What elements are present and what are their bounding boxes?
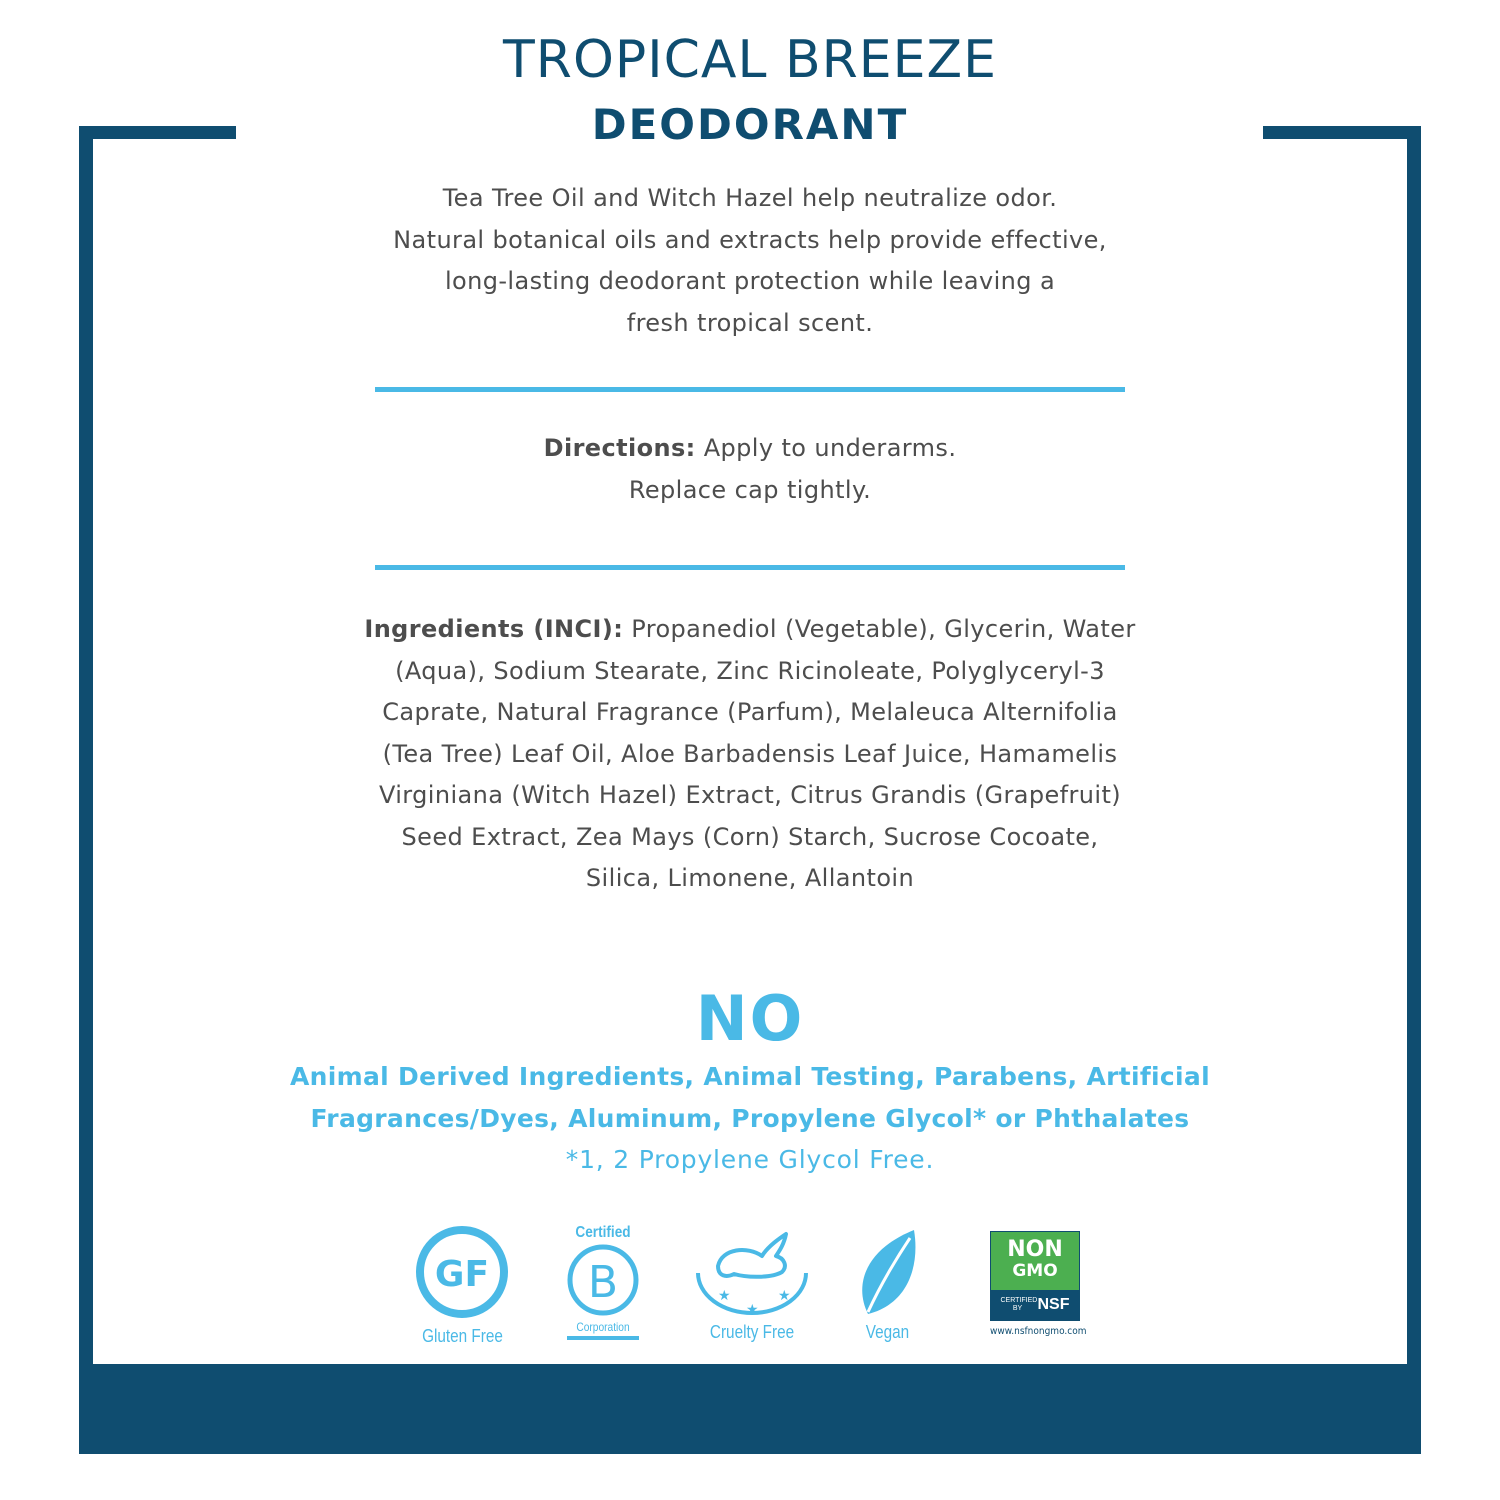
ingredients-line: Virginiana (Witch Hazel) Extract, Citrus Grandis (Grapefruit) <box>378 781 1122 809</box>
product-title: TROPICAL BREEZE <box>503 30 997 90</box>
gluten-free-badge <box>405 1222 520 1347</box>
directions-block <box>250 428 1250 511</box>
directions-line: Replace cap tightly. <box>628 475 872 504</box>
vegan-badge <box>850 1226 925 1343</box>
directions-text: Apply to underarms. <box>695 434 957 462</box>
non-gmo-url: www.nsfnongmo.com <box>990 1326 1087 1337</box>
free-from-heading: NO <box>695 982 805 1055</box>
svg-text:★: ★ <box>746 1302 759 1318</box>
leaf-icon <box>850 1226 925 1318</box>
bunny-icon <box>688 1228 816 1318</box>
ingredients-line: Seed Extract, Zea Mays (Corn) Starch, Sucrose Cocoate, <box>401 822 1099 851</box>
divider-1 <box>375 387 1125 392</box>
gluten-free-mark: GF <box>434 1254 490 1295</box>
nsf-certified: CERTIFIED BY <box>1000 1297 1038 1312</box>
free-from-list <box>250 1056 1250 1181</box>
svg-text:★: ★ <box>778 1288 791 1304</box>
bcorp-top-label: Certified <box>575 1224 631 1241</box>
ingredients-line: (Tea Tree) Leaf Oil, Aloe Barbadensis Leaf Juice, Hamamelis <box>382 739 1118 768</box>
ingredients-label: Ingredients (INCI): <box>364 615 624 643</box>
frame-right <box>1407 126 1421 1364</box>
nsf-org: NSF <box>1037 1296 1070 1313</box>
non-gmo-box <box>990 1231 1080 1321</box>
ingredients-line: Caprate, Natural Fragrance (Parfum), Melaleuca Alternifolia <box>382 698 1118 726</box>
ingredients-text: Propanediol (Vegetable), Glycerin, Water <box>623 615 1136 643</box>
frame-bottom-band <box>79 1364 1421 1454</box>
bcorp-badge <box>553 1224 653 1340</box>
cruelty-free-badge <box>688 1228 816 1343</box>
non-gmo-line1: NON <box>1007 1237 1063 1262</box>
free-from-line: Animal Derived Ingredients, Animal Testing, Parabens, Artificial <box>290 1062 1210 1091</box>
non-gmo-line2: GMO <box>1012 1261 1058 1281</box>
bcorp-icon <box>553 1242 653 1316</box>
directions-label: Directions: <box>543 434 696 462</box>
divider-2 <box>375 565 1125 570</box>
description-block <box>250 178 1250 344</box>
gluten-free-label: Gluten Free <box>422 1326 503 1346</box>
product-subtitle: DEODORANT <box>591 100 909 149</box>
ingredients-line: Silica, Limonene, Allantoin <box>585 864 915 892</box>
frame-left <box>79 126 93 1364</box>
bcorp-mark: B <box>587 1257 619 1308</box>
bcorp-bottom-label: Corporation <box>576 1320 630 1334</box>
description-line: Natural botanical oils and extracts help provide effective, <box>393 225 1107 254</box>
description-line: fresh tropical scent. <box>626 308 874 337</box>
description-line: Tea Tree Oil and Witch Hazel help neutralize odor. <box>442 184 1058 212</box>
cruelty-free-label: Cruelty Free <box>709 1322 795 1342</box>
bcorp-underline <box>567 1336 639 1340</box>
ingredients-block <box>200 609 1300 900</box>
gluten-free-icon <box>405 1222 520 1322</box>
vegan-label: Vegan <box>865 1322 910 1342</box>
free-from-footnote: *1, 2 Propylene Glycol Free. <box>565 1145 935 1174</box>
svg-text:★: ★ <box>718 1288 731 1304</box>
free-from-line: Fragrances/Dyes, Aluminum, Propylene Glycol* or Phthalates <box>310 1103 1190 1133</box>
nsf-strip <box>991 1290 1079 1320</box>
non-gmo-badge <box>985 1231 1085 1337</box>
ingredients-line: (Aqua), Sodium Stearate, Zinc Ricinoleate, Polyglyceryl-3 <box>395 656 1105 685</box>
description-line: long-lasting deodorant protection while leaving a <box>444 267 1056 295</box>
